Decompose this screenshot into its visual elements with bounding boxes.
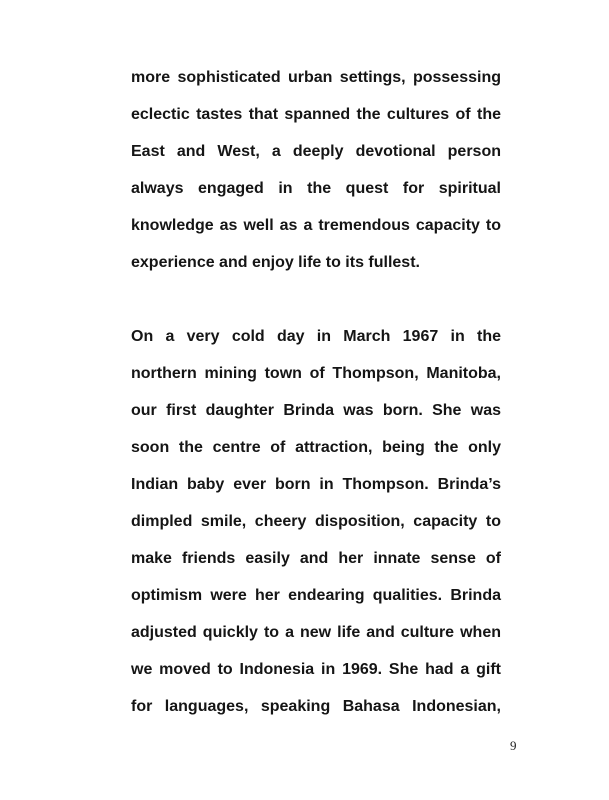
text-line: we moved to Indonesia in 1969. She had a gift	[131, 661, 501, 678]
text-line: for languages, speaking Bahasa Indonesian,	[131, 698, 501, 715]
page-number: 9	[510, 738, 517, 753]
paragraph-1	[131, 59, 501, 281]
text-line: adjusted quickly to a new life and culture when	[131, 624, 501, 641]
text-line: On a very cold day in March 1967 in the	[131, 328, 501, 345]
text-line: experience and enjoy life to its fullest.	[131, 254, 420, 271]
text-line: make friends easily and her innate sense of	[131, 550, 501, 567]
text-line: eclectic tastes that spanned the cultures of the	[131, 106, 501, 123]
paragraph-2	[131, 318, 501, 725]
text-line: northern mining town of Thompson, Manitoba,	[131, 365, 501, 382]
text-line: soon the centre of attraction, being the only	[131, 439, 501, 456]
text-line: more sophisticated urban settings, possessing	[131, 69, 501, 86]
text-line: Indian baby ever born in Thompson. Brinda’s	[131, 476, 501, 493]
text-line: always engaged in the quest for spiritual	[131, 180, 501, 197]
text-line: our first daughter Brinda was born. She was	[131, 402, 501, 419]
text-line: dimpled smile, cheery disposition, capacity to	[131, 513, 501, 530]
text-line: optimism were her endearing qualities. Brinda	[131, 587, 501, 604]
text-line: East and West, a deeply devotional person	[131, 143, 501, 160]
text-line: knowledge as well as a tremendous capacity to	[131, 217, 501, 234]
